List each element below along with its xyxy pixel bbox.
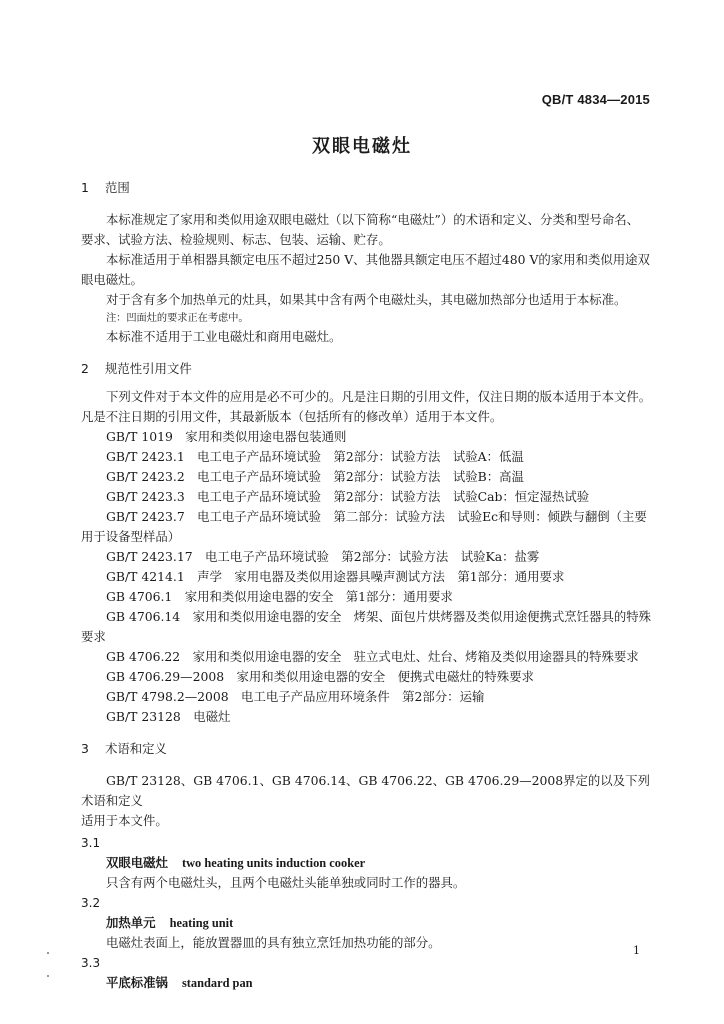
section-number: 1 bbox=[81, 180, 89, 195]
term-definition: 电磁灶表面上，能放置器皿的具有独立烹饪加热功能的部分。 bbox=[106, 935, 441, 950]
reference-item-continuation: 用于设备型样品） bbox=[81, 529, 181, 544]
page-number: 1 bbox=[633, 944, 640, 957]
term-title bbox=[81, 973, 656, 993]
standard-code: QB/T 4834—2015 bbox=[541, 92, 650, 107]
reference-item: GB/T 2423.2 电工电子产品环境试验 第2部分：试验方法 试验B：高温 bbox=[106, 469, 524, 484]
term-definition: 只含有两个电磁灶头，且两个电磁灶头能单独或同时工作的器具。 bbox=[106, 875, 466, 890]
scan-speck bbox=[47, 952, 49, 954]
paragraph: 适用于本文件。 bbox=[81, 813, 168, 828]
reference-item: GB/T 4214.1 声学 家用电器及类似用途器具噪声测试方法 第1部分：通用要求 bbox=[106, 569, 565, 584]
term-en: two heating units induction cooker bbox=[181, 856, 366, 870]
reference-item: GB 4706.1 家用和类似用途电器的安全 第1部分：通用要求 bbox=[106, 589, 453, 604]
paragraph: GB/T 23128、GB 4706.1、GB 4706.14、GB 4706.22、GB 4706.29—2008界定的以及下列术语和定义 bbox=[81, 773, 650, 808]
section-heading-scope bbox=[81, 178, 656, 198]
reference-item: GB/T 23128 电磁灶 bbox=[106, 709, 231, 724]
term-zh: 加热单元 bbox=[106, 915, 156, 930]
section-title: 术语和定义 bbox=[105, 741, 167, 756]
note: 注：凹面灶的要求正在考虑中。 bbox=[106, 313, 249, 324]
reference-item: GB 4706.22 家用和类似用途电器的安全 驻立式电灶、灶台、烤箱及类似用途器具的特殊要求 bbox=[106, 649, 639, 664]
scan-speck bbox=[47, 975, 49, 977]
paragraph: 要求、试验方法、检验规则、标志、包装、运输、贮存。 bbox=[81, 232, 391, 247]
term-number: 3.2 bbox=[81, 896, 101, 910]
term-zh: 平底标准锅 bbox=[106, 975, 168, 990]
paragraph: 本标准规定了家用和类似用途双眼电磁灶（以下简称“电磁灶”）的术语和定义、分类和型号命名、 bbox=[106, 212, 640, 227]
reference-item: GB/T 1019 家用和类似用途电器包装通则 bbox=[106, 429, 347, 444]
reference-item: GB/T 2423.3 电工电子产品环境试验 第2部分：试验方法 试验Cab：恒定湿热试验 bbox=[106, 489, 590, 504]
reference-item: GB/T 4798.2—2008 电工电子产品应用环境条件 第2部分：运输 bbox=[106, 689, 485, 704]
reference-item-continuation: 要求 bbox=[81, 629, 106, 644]
paragraph: 本标准不适用于工业电磁灶和商用电磁灶。 bbox=[106, 329, 342, 344]
term-en: standard pan bbox=[181, 976, 253, 990]
section-title: 范围 bbox=[105, 180, 130, 195]
paragraph: 凡是不注日期的引用文件，其最新版本（包括所有的修改单）适用于本文件。 bbox=[81, 409, 503, 424]
reference-item: GB/T 2423.17 电工电子产品环境试验 第2部分：试验方法 试验Ka：盐雾 bbox=[106, 549, 540, 564]
reference-item: GB/T 2423.1 电工电子产品环境试验 第2部分：试验方法 试验A：低温 bbox=[106, 449, 524, 464]
paragraph: 下列文件对于本文件的应用是必不可少的。凡是注日期的引用文件，仅注日期的版本适用于本文件。 bbox=[106, 389, 652, 404]
section-number: 3 bbox=[81, 741, 89, 756]
section-heading-normative-references bbox=[81, 359, 656, 379]
paragraph: 本标准适用于单相器具额定电压不超过250 V、其他器具额定电压不超过480 V的家用和类似用途双 bbox=[106, 252, 650, 267]
document-body bbox=[81, 178, 656, 993]
reference-item: GB 4706.29—2008 家用和类似用途电器的安全 便携式电磁灶的特殊要求 bbox=[106, 669, 534, 684]
reference-item: GB/T 2423.7 电工电子产品环境试验 第二部分：试验方法 试验Ec和导则：倾跌与翻倒（主要 bbox=[106, 509, 647, 524]
section-heading-terms bbox=[81, 739, 656, 759]
term-number: 3.1 bbox=[81, 836, 101, 850]
reference-item: GB 4706.14 家用和类似用途电器的安全 烤架、面包片烘烤器及类似用途便携式烹饪器具的特殊 bbox=[106, 609, 652, 624]
paragraph: 对于含有多个加热单元的灶具，如果其中含有两个电磁灶头，其电磁加热部分也适用于本标准。 bbox=[106, 292, 627, 307]
term-en: heating unit bbox=[169, 916, 234, 930]
document-title: 双眼电磁灶 bbox=[312, 136, 412, 157]
term-title bbox=[81, 913, 656, 933]
term-title bbox=[81, 853, 656, 873]
term-zh: 双眼电磁灶 bbox=[106, 855, 168, 870]
paragraph: 眼电磁灶。 bbox=[81, 272, 143, 287]
term-number: 3.3 bbox=[81, 956, 101, 970]
section-number: 2 bbox=[81, 361, 89, 376]
section-title: 规范性引用文件 bbox=[105, 361, 192, 376]
